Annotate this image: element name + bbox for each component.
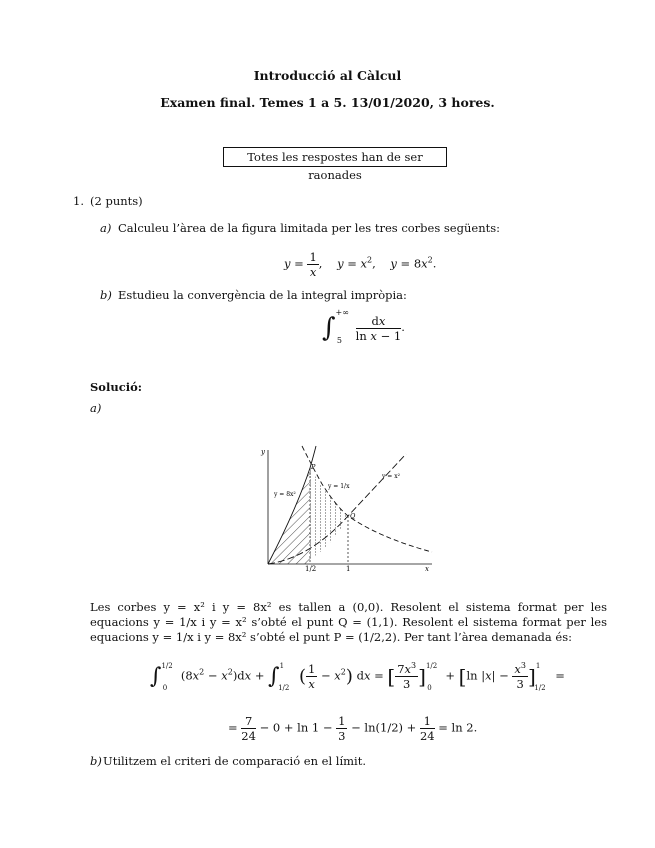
- label-1x: y = 1/x: [328, 483, 350, 490]
- y-axis-label: y: [261, 448, 265, 456]
- point-p-label: P: [311, 463, 316, 471]
- region-right-hatched: [310, 468, 348, 559]
- solution-heading: Solució:: [90, 380, 142, 394]
- part-b-label: b): [100, 288, 112, 302]
- label-x2: y = x²: [382, 473, 401, 480]
- part-b-statement: Estudieu la convergència de la integral impròpia:: [118, 288, 407, 302]
- solution-paragraph: Les corbes y = x² i y = 8x² es tallen a (0,0). Resolent el sistema format per les equacions y = 1/x i y = x² s’obté el punt Q = (1,1). Resolent el sistema format per les equacions y = 1/x i y = 8x² s’obté el punt P = (1/2,2). Per tant l’àrea demanada és:: [90, 600, 607, 644]
- area-computation-line2: = $\frac{7}{24}$ − 0 + ln 1 − $\frac{1}{3}$ − ln(1/2) + $\frac{1}{24}$ = ln 2.: [228, 714, 478, 743]
- exam-course-title: Introducció al Càlcul: [253, 68, 402, 83]
- area-figure: [250, 440, 440, 575]
- x-axis-label: x: [425, 565, 429, 573]
- problem-number: 1.: [73, 194, 84, 208]
- tick-half: 1/2: [305, 565, 317, 573]
- part-a-statement: Calculeu l’àrea de la figura limitada per les tres corbes següents:: [118, 221, 500, 235]
- problem-points: (2 punts): [90, 194, 143, 208]
- exam-subtitle: Examen final. Temes 1 a 5. 13/01/2020, 3 hores.: [160, 95, 495, 110]
- solution-part-b-label: b): [90, 754, 102, 768]
- area-computation-line1: ∫$^{1/2}_0$ $(8x^2 - x^2)dx + \int^1_{1/2}$ ( $\frac{1}{x}$ − $x^2$) dx = [ $\frac{7x^3}{3}$ ]$^{1/2}_0$ + [ln |x| − $\frac{x^3}{3}$ ]$^1_{1/2}$ =: [150, 661, 565, 692]
- part-b-integral: $\int^{+\infty}_5$ $\frac{dx}{\text{ln x − 1}}$ .: [322, 308, 405, 345]
- label-8x2: y = 8x²: [274, 491, 296, 498]
- point-q-label: Q: [350, 512, 356, 520]
- solution-part-a-label: a): [90, 401, 102, 415]
- solution-part-b-text: Utilitzem el criteri de comparació en el límit.: [103, 754, 366, 768]
- instructions-box: Totes les respostes han de ser raonades: [223, 147, 447, 167]
- tick-one: 1: [346, 565, 351, 573]
- part-a-label: a): [100, 221, 112, 235]
- region-left-hatched: [268, 468, 310, 564]
- part-a-formula: y = $\frac{1}{x}$ , $y = x^2$, $y = 8x^2$.: [284, 250, 437, 279]
